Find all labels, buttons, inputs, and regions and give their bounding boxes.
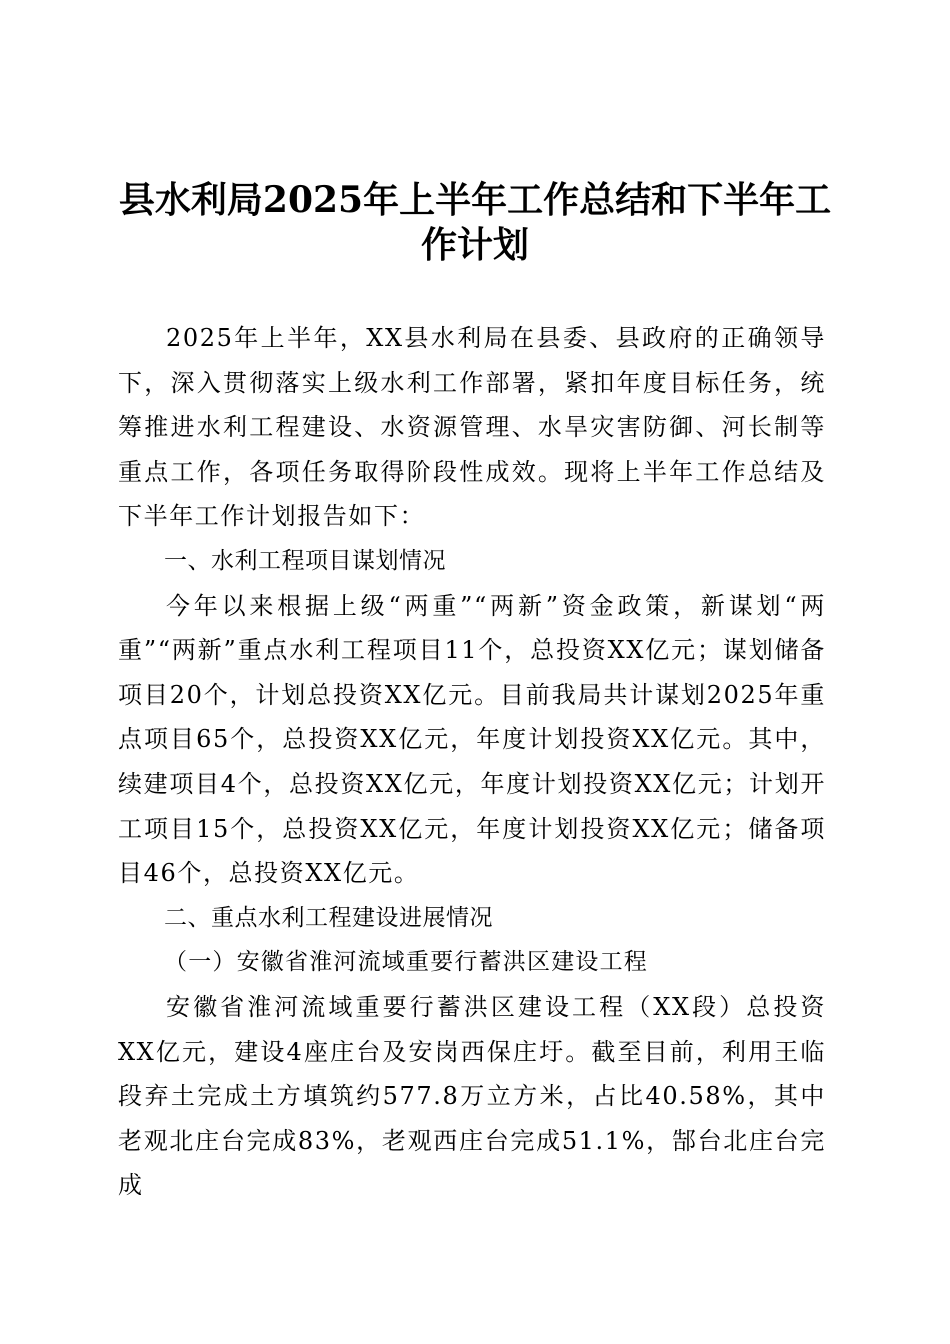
document-body [118, 316, 826, 1208]
document-title: 县水利局2025年上半年工作总结和下半年工作计划 [118, 179, 832, 266]
section-heading-construction-progress: 二、重点水利工程建设进展情况 [164, 904, 493, 931]
section-paragraph-project-planning: 今年以来根据上级“两重”“两新”资金政策，新谋划“两重”“两新”重点水利工程项目11个，总投资XX亿元；谋划储备项目20个，计划总投资XX亿元。目前我局共计谋划2025年重点项目65个，总投资XX亿元，年度计划投资XX亿元。其中，续建项目4个，总投资XX亿元，年度计划投资XX亿元；计划开工项目15个，总投资XX亿元，年度计划投资XX亿元；储备项目46个，总投资XX亿元。 [118, 591, 826, 888]
section-heading-project-planning: 一、水利工程项目谋划情况 [164, 547, 446, 574]
intro-paragraph: 2025年上半年，XX县水利局在县委、县政府的正确领导下，深入贯彻落实上级水利工作部署，紧扣年度目标任务，统筹推进水利工程建设、水资源管理、水旱灾害防御、河长制等重点工作，各项任务取得阶段性成效。现将上半年工作总结及下半年工作计划报告如下： [118, 324, 826, 531]
subsection-heading-flood-storage: （一）安徽省淮河流域重要行蓄洪区建设工程 [164, 949, 648, 976]
subsection-paragraph-flood-storage: 安徽省淮河流域重要行蓄洪区建设工程（XX段）总投资XX亿元，建设4座庄台及安岗西保庄圩。截至目前，利用王临段弃土完成土方填筑约577.8万立方米，占比40.58%，其中老观北庄台完成83%，老观西庄台完成51.1%，郜台北庄台完成 [118, 992, 826, 1200]
